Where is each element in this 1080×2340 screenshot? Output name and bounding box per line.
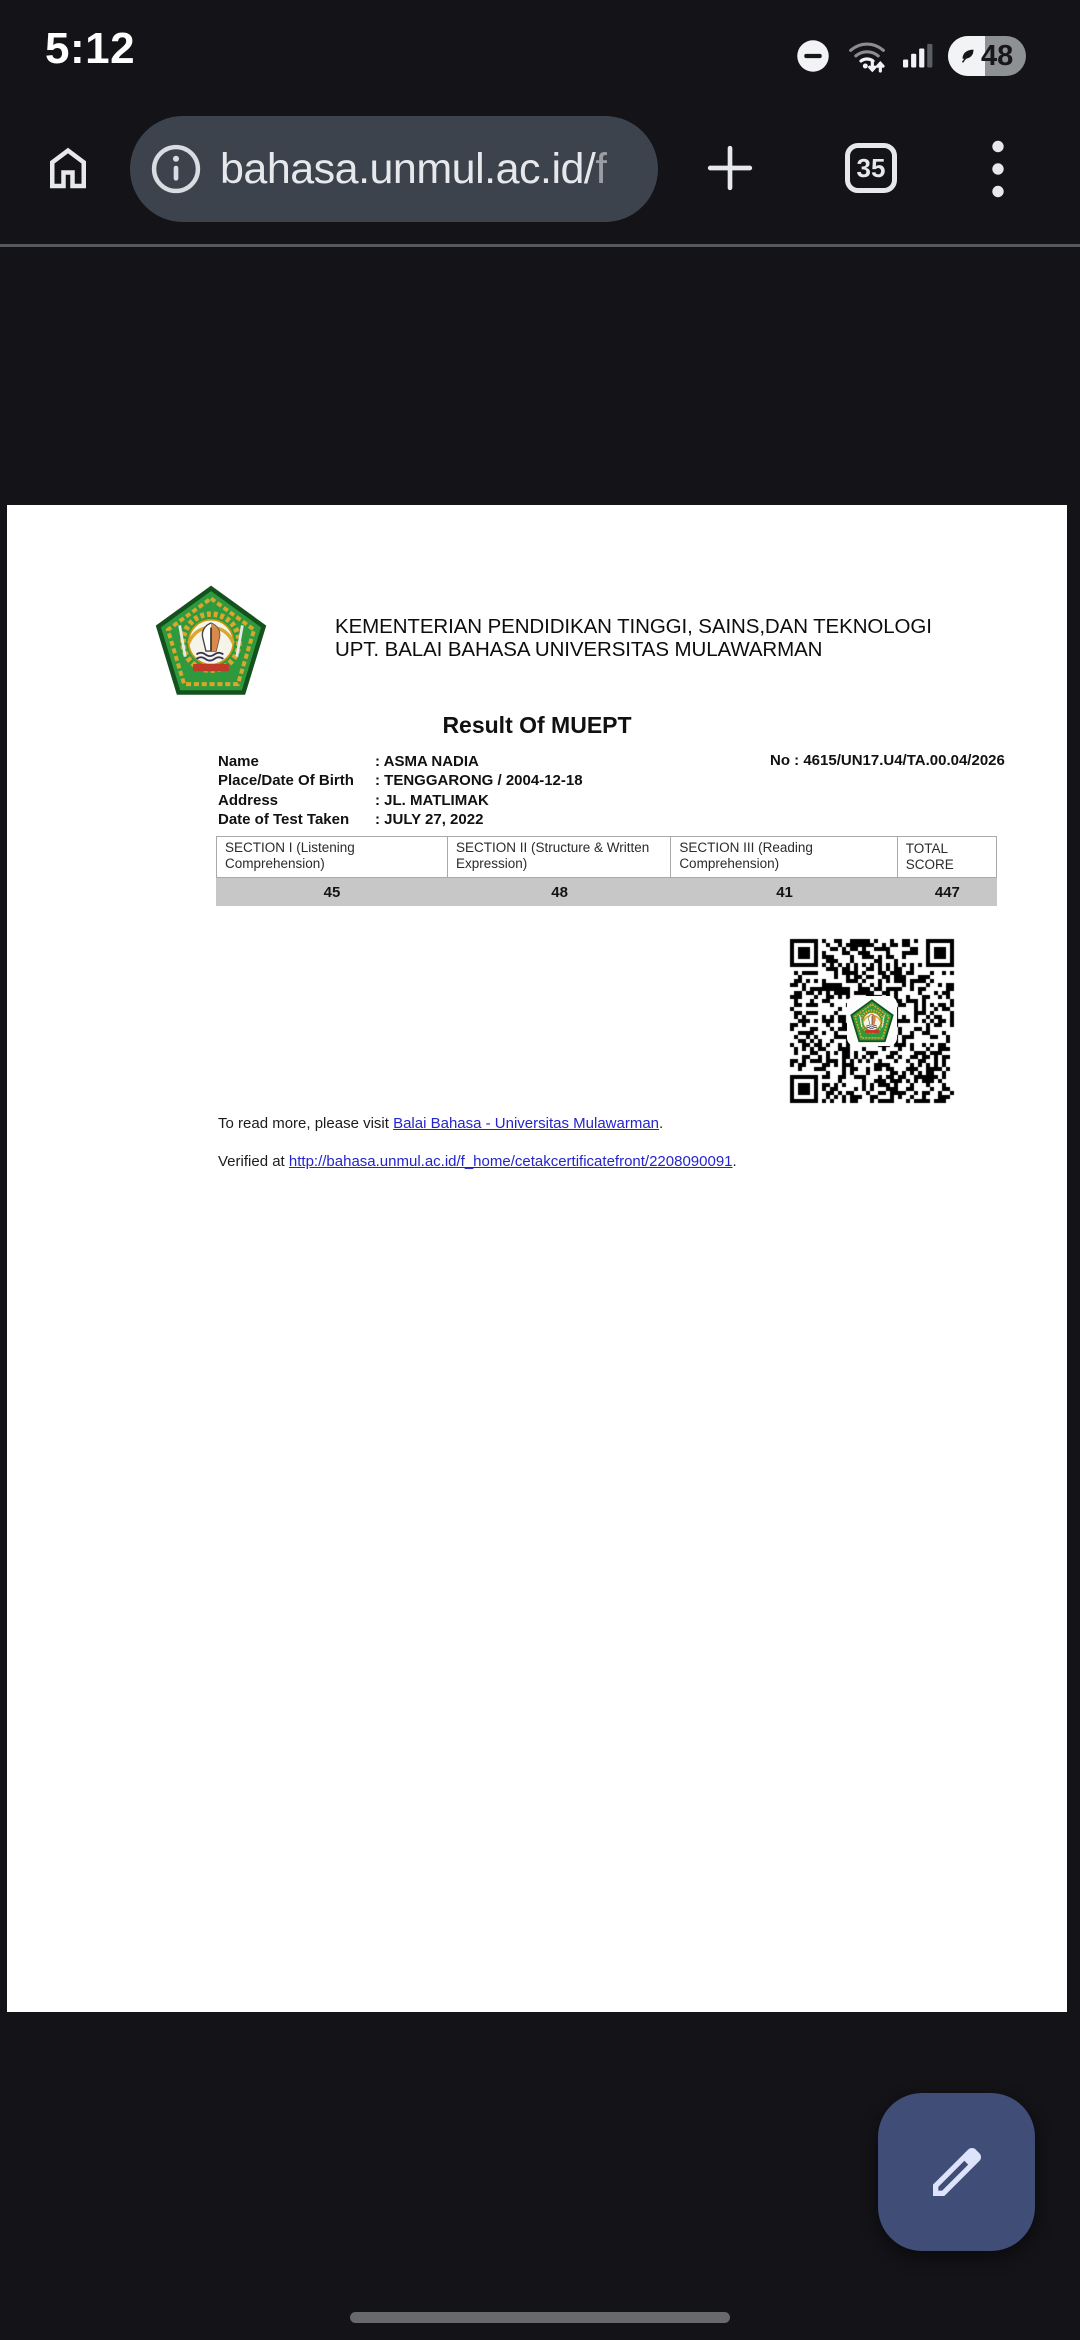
status-bar: [0, 0, 1080, 115]
three-dot-menu-icon: [989, 139, 1007, 199]
balai-bahasa-link[interactable]: Balai Bahasa - Universitas Mulawarman: [393, 1115, 660, 1132]
battery-indicator: [948, 36, 1026, 76]
plus-icon: [702, 140, 758, 196]
browser-toolbar: [0, 115, 1080, 247]
university-logo: [155, 585, 267, 697]
home-button[interactable]: [40, 140, 96, 196]
ministry-line1: KEMENTERIAN PENDIDIKAN TINGGI, SAINS,DAN TEKNOLOGI: [335, 615, 932, 638]
field-row-name: [218, 752, 583, 771]
verification-url-link[interactable]: http://bahasa.unmul.ac.id/f_home/cetakcertificatefront/2208090091: [288, 1153, 733, 1170]
field-label: Name: [218, 753, 259, 770]
field-row-address: [218, 791, 583, 810]
status-icons: [795, 34, 1026, 78]
signal-bars-icon: [903, 39, 933, 73]
score-cell: 48: [448, 878, 671, 906]
table-value-row: [216, 878, 997, 906]
ministry-header: [335, 615, 932, 661]
tab-counter-icon: [845, 143, 897, 193]
table-header-row: [216, 836, 997, 878]
pencil-icon: [925, 2140, 989, 2204]
field-row-test-date: [218, 810, 583, 829]
verified-text: Verified at: [218, 1153, 289, 1170]
field-label: Date of Test Taken: [218, 811, 350, 829]
field-label: Place/Date Of Birth: [218, 772, 354, 790]
ministry-line2: UPT. BALAI BAHASA UNIVERSITAS MULAWARMAN: [335, 638, 823, 661]
certificate-number: No : 4615/UN17.U4/TA.00.04/2026: [770, 752, 1005, 769]
status-time: 5:12: [45, 24, 136, 73]
wifi-arrows-icon: [846, 36, 888, 76]
field-row-birth: [218, 771, 583, 790]
battery-percent: 48: [981, 40, 1014, 72]
candidate-fields: [218, 752, 583, 830]
edit-fab[interactable]: [878, 2093, 1035, 2251]
verified-line: Verified at http://bahasa.unmul.ac.id/f_home/cetakcertificatefront/2208090091.: [218, 1153, 737, 1170]
score-cell: 41: [671, 878, 897, 906]
column-header: SECTION II (Structure & Written Expression): [448, 836, 671, 878]
page-info-icon[interactable]: [148, 141, 204, 197]
field-value: : ASMA NADIA: [375, 753, 479, 770]
do-not-disturb-icon: [795, 38, 831, 74]
read-more-text: To read more, please visit: [218, 1115, 394, 1132]
qr-center-logo: [847, 996, 897, 1046]
web-content: [0, 250, 1080, 2340]
home-icon: [41, 141, 95, 195]
read-more-line: To read more, please visit Balai Bahasa - Universitas Mulawarman.: [218, 1115, 664, 1132]
battery-saver-leaf-icon: [957, 44, 979, 68]
menu-button[interactable]: [975, 139, 1021, 199]
score-cell: 45: [216, 878, 448, 906]
field-value: : JL. MATLIMAK: [375, 791, 489, 809]
url-bar[interactable]: [130, 116, 658, 222]
field-label: Address: [218, 791, 279, 809]
tab-switcher-button[interactable]: [843, 141, 899, 195]
column-header: SECTION III (Reading Comprehension): [671, 836, 897, 878]
qr-code: [788, 937, 956, 1105]
column-header: TOTAL SCORE: [898, 836, 997, 878]
certificate-page: [7, 505, 1067, 2012]
column-header: SECTION I (Listening Comprehension): [216, 836, 448, 878]
url-text: bahasa.unmul.ac.id/f: [220, 144, 607, 193]
field-value: : TENGGARONG / 2004-12-18: [375, 772, 583, 790]
document-title: Result Of MUEPT: [442, 712, 632, 738]
gesture-handle[interactable]: [350, 2312, 730, 2323]
field-value: : JULY 27, 2022: [375, 811, 484, 829]
new-tab-button[interactable]: [700, 138, 760, 198]
score-table: [216, 836, 997, 906]
total-score-cell: 447: [898, 878, 997, 906]
tab-count: 35: [856, 152, 886, 183]
